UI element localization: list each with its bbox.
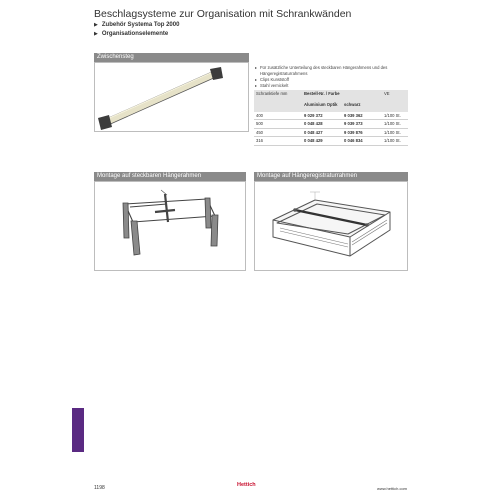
spec-table [254, 90, 408, 146]
hettich-logo: Hettich [237, 482, 256, 488]
section-title-zwischensteg: Zwischensteg [94, 53, 249, 62]
breadcrumb-item-1: ▶ Zubehör Systema Top 2000 [94, 22, 180, 28]
chapter-tab [72, 408, 84, 452]
section-title-montage-registratur: Montage auf Hängeregistraturrahmen [254, 172, 408, 181]
list-item: ▸ Stahl vernickelt [255, 83, 289, 88]
column-header: Schranktiefe mm [254, 90, 302, 98]
footer-url: www.hettich.com [376, 486, 407, 491]
column-header: VE [382, 90, 408, 98]
steckbar-frame-diagram [95, 182, 247, 272]
table-row: 400 9 029 372 9 039 362 1/100 St. [254, 112, 408, 120]
table-row: 500 0 048 428 9 039 373 1/100 St. [254, 120, 408, 129]
product-image-box [94, 62, 249, 132]
page-title: Beschlagsysteme zur Organisation mit Schrankwänden [94, 8, 352, 20]
triangle-right-icon: ▶ [94, 22, 98, 28]
table-row: 316 0 048 429 0 046 834 1/100 St. [254, 137, 408, 146]
diagram-box-registratur [254, 181, 408, 271]
zwischensteg-image [95, 63, 250, 133]
spec-table-wrapper [254, 90, 408, 146]
table-row: 450 0 048 427 9 039 876 1/100 St. [254, 128, 408, 137]
registratur-frame-diagram [255, 182, 409, 272]
column-header: Bestell-Nr. / Farbe [302, 90, 382, 98]
list-item: ▸ Clips Kunststoff [255, 77, 290, 82]
triangle-right-icon: ▶ [94, 31, 98, 37]
column-subheader: Aluminium Optik [302, 98, 342, 112]
section-title-montage-steckbar: Montage auf steckbaren Hängerahmen [94, 172, 246, 181]
feature-list [255, 65, 405, 89]
list-item: Hängeregistraturrahmens [260, 71, 308, 76]
list-item: ▸ Für zusätzliche Unterteilung des steckbaren Hängerahmens und des [255, 65, 388, 70]
diagram-box-steckbar [94, 181, 246, 271]
breadcrumb-item-2: ▶ Organisationselemente [94, 31, 169, 37]
column-subheader: schwarz [342, 98, 382, 112]
page-number: 1198 [94, 485, 105, 491]
